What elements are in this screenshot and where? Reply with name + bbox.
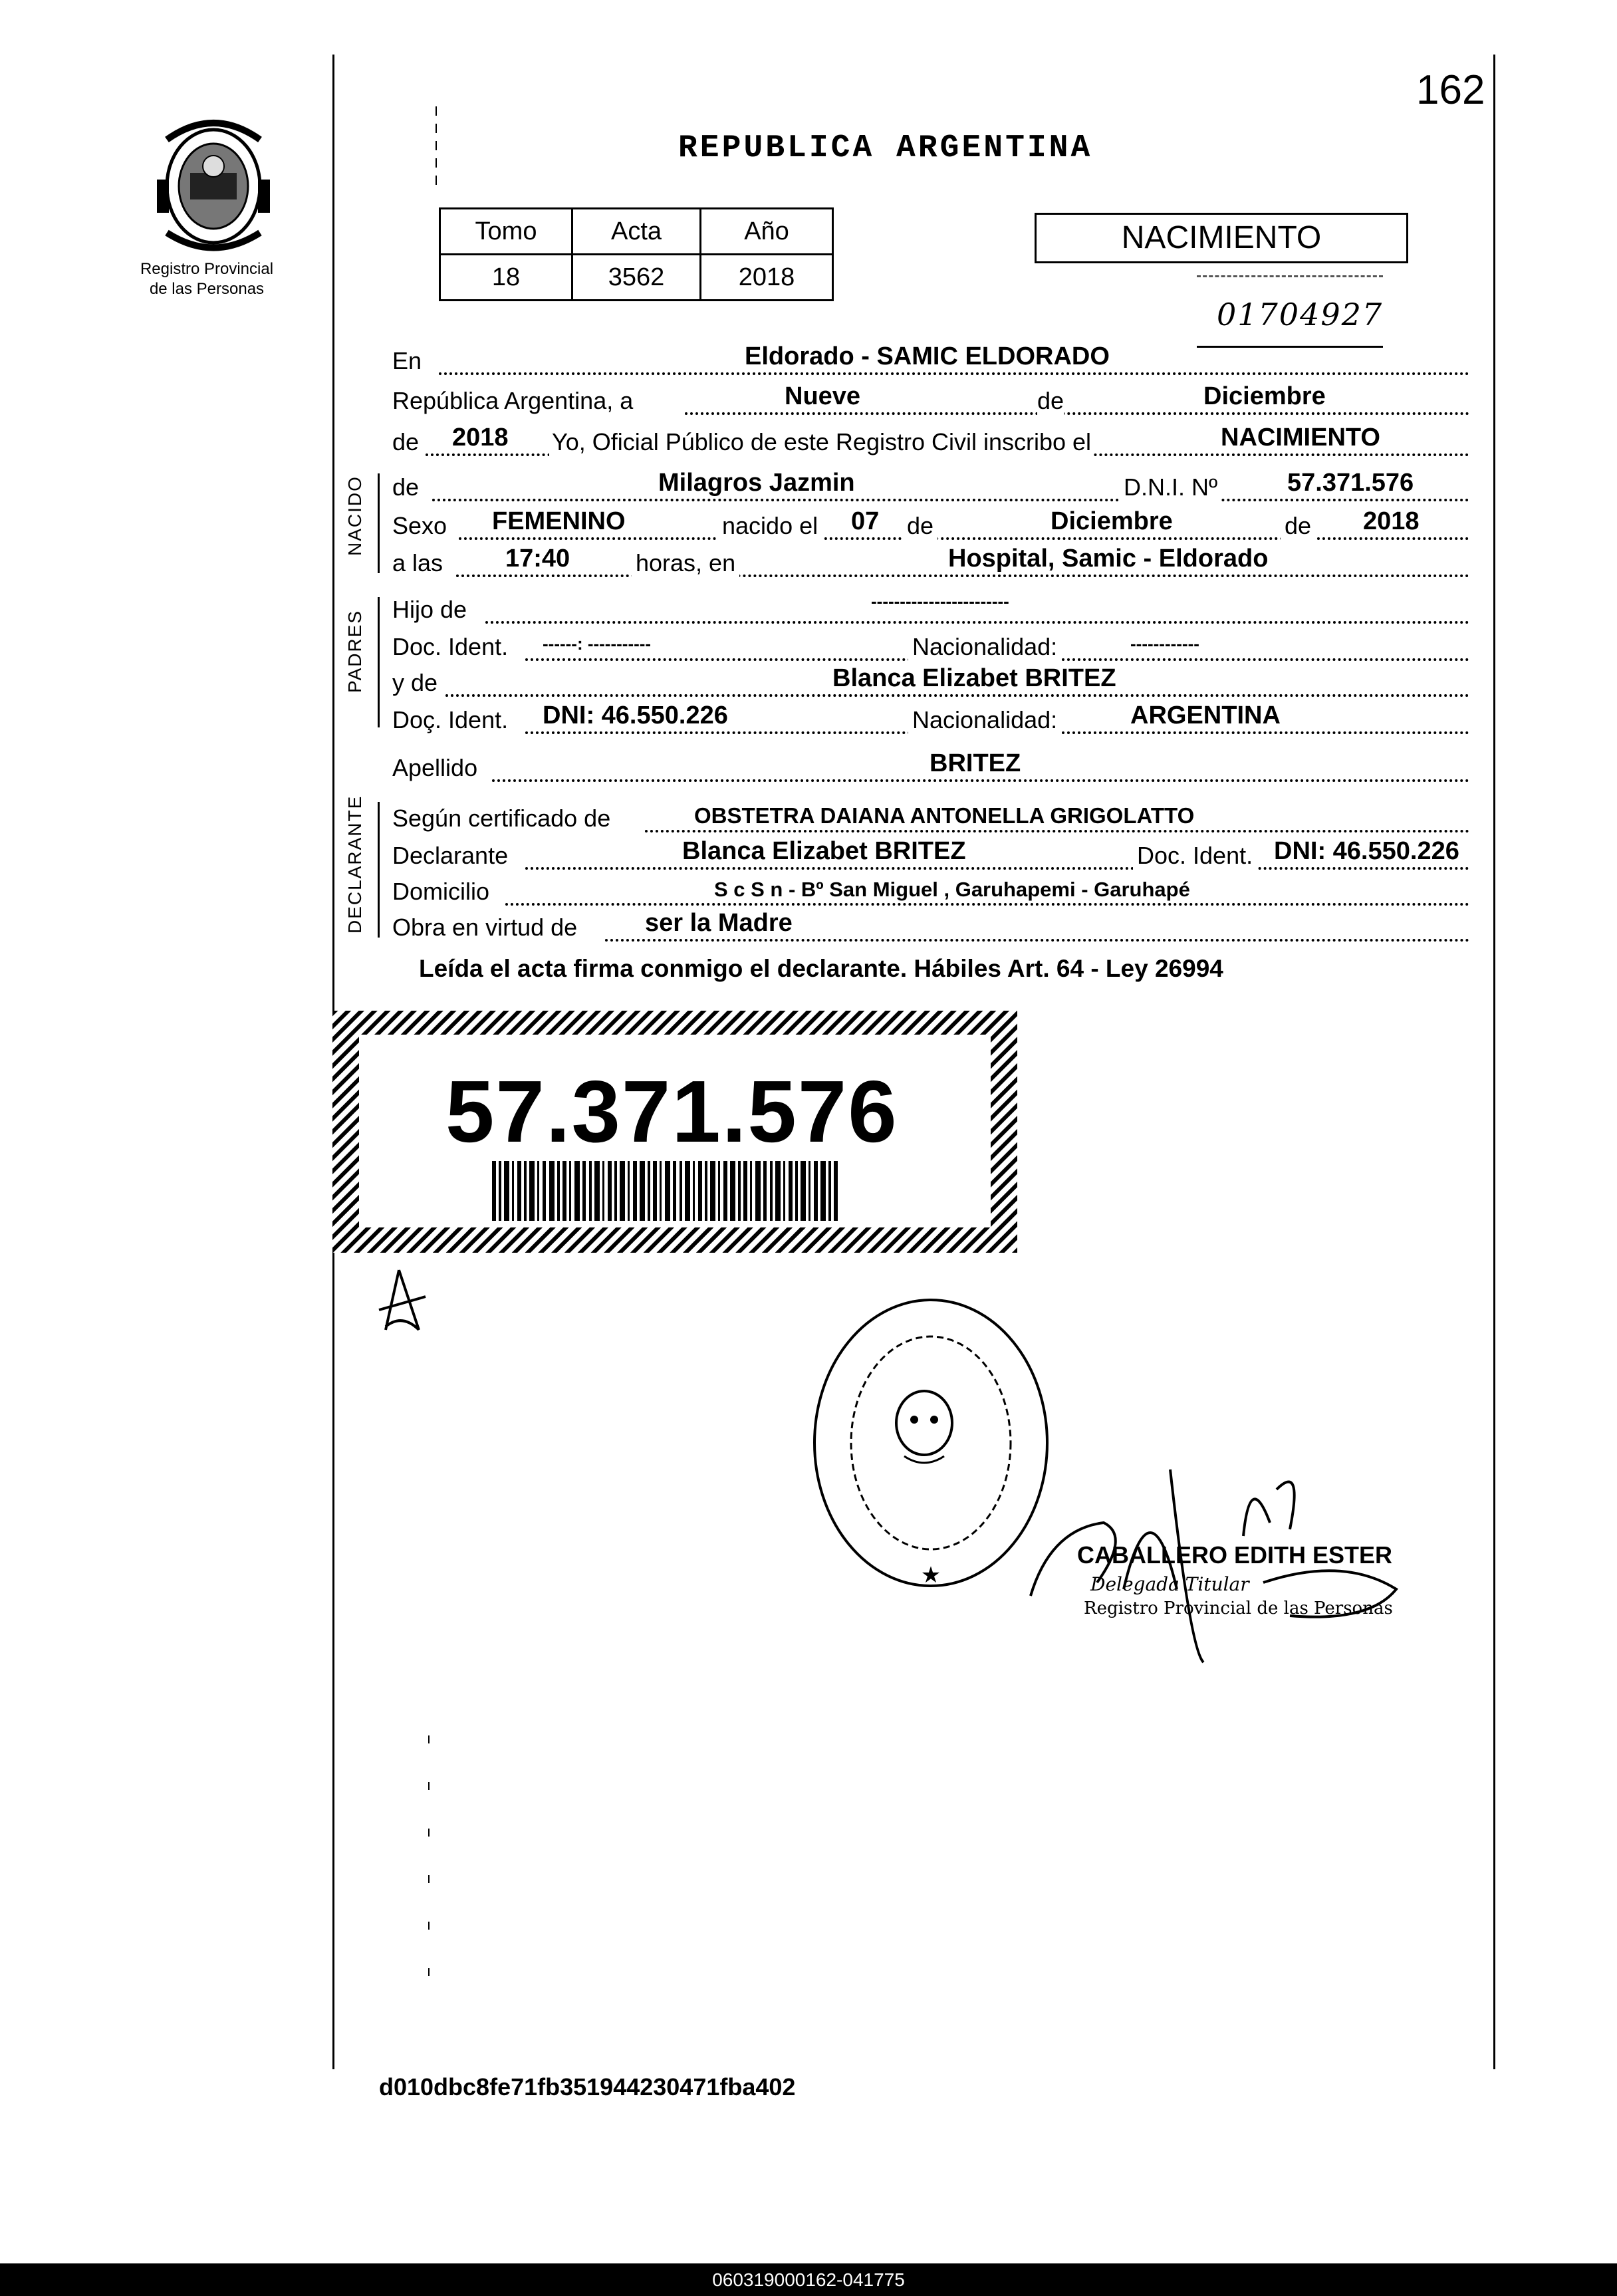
lower-tick (428, 1735, 430, 2001)
delegacion-seal-icon (805, 1290, 1057, 1596)
padres-side-label: PADRES (344, 609, 365, 693)
nacido-hora: 17:40 (505, 545, 570, 573)
declarante-label: Declarante (392, 842, 509, 869)
row-doc1 (392, 625, 1469, 665)
row-apellido (392, 746, 1469, 786)
domicilio-value: S c S n - Bº San Miguel , Garuhapemi - Garuhapé (714, 878, 1190, 901)
province-seal-icon (150, 113, 277, 253)
dotted-line (685, 412, 1469, 415)
row-declarante (392, 834, 1469, 874)
row-hora-lugar (392, 541, 1469, 581)
official-seal (805, 1290, 1057, 1599)
row-republica (392, 379, 1469, 419)
table-header-anio: Año (701, 209, 833, 255)
nacido-nombre: Milagros Jazmin (658, 469, 855, 497)
nacido-de-label: de (392, 473, 420, 501)
republica-day: Nueve (785, 382, 861, 410)
horas-en-label: horas, en (632, 549, 739, 577)
right-margin-line (1493, 55, 1495, 2069)
table-value-tomo: 18 (440, 255, 572, 301)
declarante-bracket (378, 802, 380, 938)
document-title: REPUBLICA ARGENTINA (678, 130, 1093, 166)
de-year: 2018 (452, 424, 509, 451)
row-obra (392, 906, 1469, 946)
logo-caption-line2: de las Personas (149, 280, 265, 298)
nac1-value: ------------ (1130, 634, 1199, 654)
yo-text: Yo, Oficial Público de este Registro Civil inscribo el (549, 428, 1094, 456)
dotted-line (459, 537, 1469, 540)
signatory-role: Delegada Titular (1090, 1573, 1249, 1595)
nac1-label: Nacionalidad: (908, 633, 1061, 661)
table-value-acta: 3562 (572, 255, 701, 301)
province-logo (150, 113, 277, 253)
sexo-value: FEMENINO (492, 507, 626, 535)
row-domicilio (392, 870, 1469, 910)
row-nacido-nombre (392, 465, 1469, 505)
doc1-value: ------: ----------- (543, 634, 652, 654)
dotted-line (445, 694, 1469, 697)
nacido-el-label: nacido el (718, 512, 822, 540)
table-header-acta: Acta (572, 209, 701, 255)
leida-statement: Leída el acta firma conmigo el declarante. Hábiles Art. 64 - Ley 26994 (419, 955, 1223, 982)
table-header-tomo: Tomo (440, 209, 572, 255)
logo-caption-line1: Registro Provincial (140, 260, 274, 278)
row-hijo-de (392, 588, 1469, 628)
header-tick (435, 106, 437, 186)
dni-label: D.N.I. Nº (1121, 473, 1220, 501)
republica-de: de (1037, 387, 1064, 414)
row-doc2 (392, 698, 1469, 738)
nacido-year: 2018 (1363, 507, 1420, 535)
domicilio-label: Domicilio (392, 878, 490, 905)
madre-name: Blanca Elizabet BRITEZ (832, 664, 1116, 692)
nacido-day: 07 (851, 507, 880, 535)
doc2-value: DNI: 46.550.226 (543, 702, 728, 729)
en-label: En (392, 347, 422, 374)
serial-number: 01704927 (1217, 297, 1384, 332)
segun-value: OBSTETRA DAIANA ANTONELLA GRIGOLATTO (694, 803, 1195, 828)
nacido-side-label: NACIDO (344, 475, 365, 556)
dotted-line (456, 574, 1469, 577)
padres-bracket (378, 597, 380, 727)
dotted-line (645, 830, 1469, 832)
dotted-line (605, 939, 1469, 942)
doc2-label: Doç. Ident. (392, 706, 509, 733)
de-label: de (392, 428, 420, 455)
apellido-label: Apellido (392, 754, 478, 781)
signatory-org: Registro Provincial de las Personas (1084, 1598, 1393, 1618)
nacido-dni: 57.371.576 (1287, 469, 1414, 497)
decl-doc-label: Doc. Ident. (1133, 842, 1257, 870)
nacido-de2: de (1281, 512, 1315, 540)
dotted-line (485, 621, 1469, 624)
table-value-anio: 2018 (701, 255, 833, 301)
en-value: Eldorado - SAMIC ELDORADO (745, 342, 1110, 370)
serial-rule (1197, 275, 1383, 280)
row-inscribo (392, 420, 1469, 460)
a-las-label: a las (392, 549, 443, 576)
initials-signature-icon (372, 1263, 432, 1337)
obra-label: Obra en virtud de (392, 914, 578, 941)
nac2-value: ARGENTINA (1130, 702, 1281, 729)
dotted-line (492, 779, 1469, 782)
obra-value: ser la Madre (645, 909, 793, 937)
hijo-value: ------------------------ (871, 591, 1009, 611)
svg-text:★: ★ (920, 1562, 941, 1589)
apellido-value: BRITEZ (930, 749, 1021, 777)
dotted-line (439, 372, 1469, 375)
declarante-value: Blanca Elizabet BRITEZ (682, 837, 966, 865)
nacido-lugar: Hospital, Samic - Eldorado (948, 545, 1269, 573)
registry-table (439, 207, 834, 301)
nacido-de1: de (903, 512, 937, 540)
document-hash: d010dbc8fe71fb351944230471fba402 (379, 2073, 796, 2101)
nacido-month: Diciembre (1051, 507, 1173, 535)
inscribe-value: NACIMIENTO (1221, 424, 1380, 451)
footer-code-bar: 060319000162-041775 (0, 2263, 1617, 2296)
doc1-label: Doc. Ident. (392, 633, 509, 660)
decl-doc-value: DNI: 46.550.226 (1274, 837, 1459, 865)
sticker-dni-number: 57.371.576 (445, 1063, 898, 1160)
nac2-label: Nacionalidad: (908, 706, 1061, 734)
yde-label: y de (392, 669, 438, 696)
row-en (392, 339, 1469, 379)
dotted-line (432, 499, 1469, 501)
page-number: 162 (1416, 67, 1485, 113)
segun-label: Según certificado de (392, 805, 611, 832)
hijo-label: Hijo de (392, 596, 467, 623)
record-type-box: NACIMIENTO (1035, 213, 1408, 263)
row-y-de (392, 661, 1469, 701)
republica-month: Diciembre (1203, 382, 1326, 410)
row-segun (392, 797, 1469, 836)
signatory-name: CABALLERO EDITH ESTER (1077, 1541, 1393, 1569)
logo-caption (124, 259, 290, 299)
row-sexo (392, 504, 1469, 544)
initials-mark (372, 1263, 432, 1340)
nacido-bracket (378, 473, 380, 573)
republica-label: República Argentina, a (392, 387, 634, 414)
declarante-side-label: DECLARANTE (344, 795, 365, 934)
sexo-label: Sexo (392, 512, 447, 539)
